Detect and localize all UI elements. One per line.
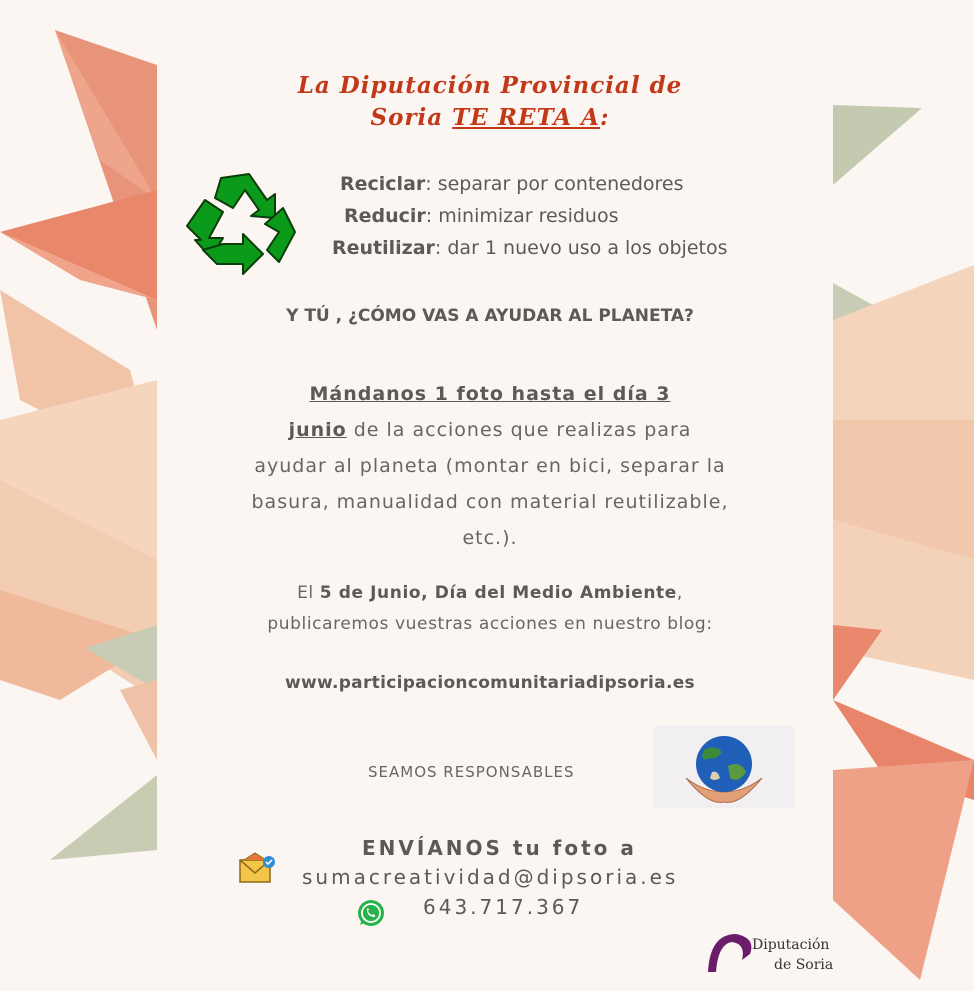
announcement-paragraph: El 5 de Junio, Día del Medio Ambiente, publicaremos vuestras acciones en nuestro blog: bbox=[267, 583, 713, 634]
earth-in-hands-image bbox=[654, 726, 794, 808]
rule-reutilizar: Reutilizar: dar 1 nuevo uso a los objetos bbox=[332, 237, 728, 259]
rule-reciclar: Reciclar: separar por contenedores bbox=[340, 173, 684, 195]
recycle-icon bbox=[183, 170, 297, 280]
question-heading: Y TÚ , ¿CÓMO VAS A AYUDAR AL PLANETA? bbox=[286, 306, 694, 326]
whatsapp-icon bbox=[356, 898, 386, 928]
contact-email[interactable]: sumacreatividad@dipsoria.es bbox=[302, 865, 679, 889]
rule-reducir: Reducir: minimizar residuos bbox=[344, 205, 619, 227]
diputacion-logo-text: Diputación de Soria bbox=[752, 937, 834, 973]
contact-phone[interactable]: 643.717.367 bbox=[423, 895, 584, 919]
instructions-paragraph: Mándanos 1 foto hasta el día 3 junio de la acciones que realizas para ayudar al planeta (montar en bici, separar la basura, manualidad con material reutilizable, etc.). bbox=[251, 383, 729, 549]
title-challenge: TE RETA A bbox=[452, 104, 601, 131]
blog-link[interactable]: www.participacioncomunitariadipsoria.es bbox=[285, 673, 695, 693]
send-photo-heading: ENVÍANOS tu foto a bbox=[362, 836, 637, 860]
email-icon bbox=[238, 852, 276, 884]
page-title bbox=[180, 70, 800, 134]
title-line-2: Soria TE RETA A: bbox=[370, 104, 610, 131]
title-line-1: La Diputación Provincial de bbox=[297, 72, 683, 99]
slogan: SEAMOS RESPONSABLES bbox=[368, 763, 575, 781]
diputacion-logo-icon bbox=[706, 930, 756, 974]
